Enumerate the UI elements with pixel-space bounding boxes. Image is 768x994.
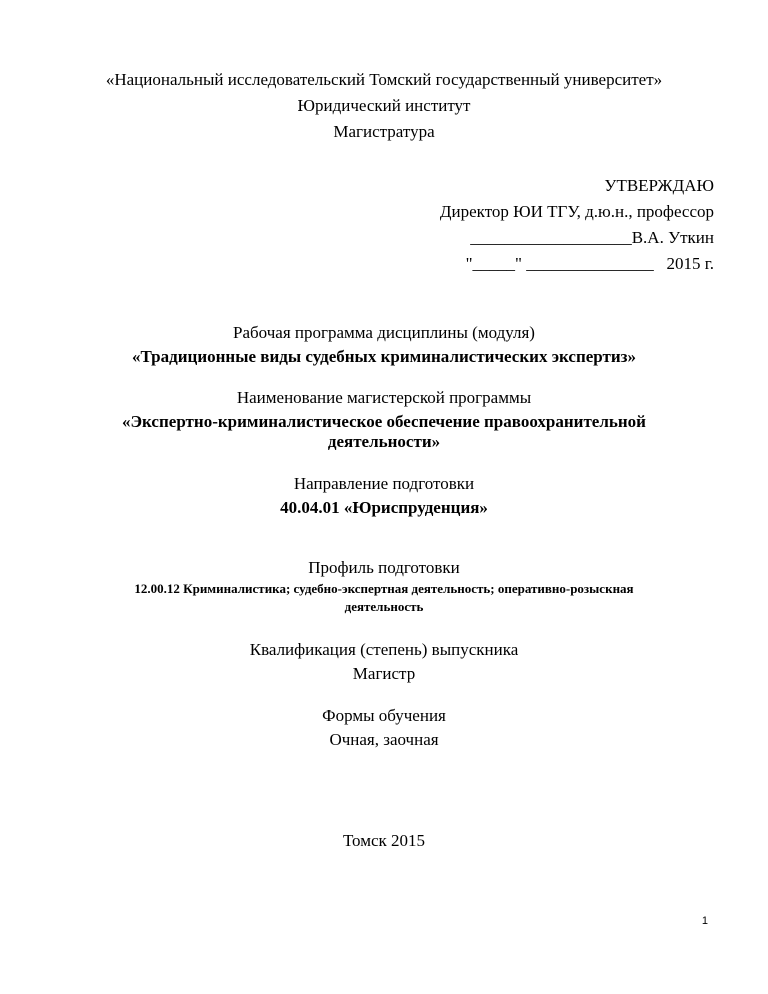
master-program-title-line1: «Экспертно-криминалистическое обеспечение правоохранительной <box>122 412 646 431</box>
university-name: «Национальный исследовательский Томский государственный университет» <box>105 70 663 89</box>
city-year: Томск 2015 <box>342 831 426 850</box>
direction-label: Направление подготовки <box>293 474 475 493</box>
program-label: Рабочая программа дисциплины (модуля) <box>233 323 535 342</box>
study-level: Магистратура <box>333 122 435 141</box>
qualification-value: Магистр <box>352 664 416 683</box>
qualification-label: Квалификация (степень) выпускника <box>249 640 519 659</box>
institute-name: Юридический институт <box>297 96 471 115</box>
master-program-title-line2: деятельности» <box>327 432 441 451</box>
page-number: 1 <box>701 915 708 927</box>
direction-value: 40.04.01 «Юриспруденция» <box>280 498 488 517</box>
study-forms-value: Очная, заочная <box>329 730 439 749</box>
profile-value-line2: деятельность <box>344 599 424 614</box>
study-forms-label: Формы обучения <box>322 706 446 725</box>
approval-signature-line: ___________________В.А. Уткин <box>470 228 714 247</box>
profile-value-line1: 12.00.12 Криминалистика; судебно-экспертная деятельность; оперативно-розыскная <box>134 581 634 596</box>
profile-label: Профиль подготовки <box>308 558 460 577</box>
approval-date-line: "_____" _______________ 2015 г. <box>465 254 714 273</box>
approval-position: Директор ЮИ ТГУ, д.ю.н., профессор <box>439 202 714 221</box>
approval-title: УТВЕРЖДАЮ <box>604 176 714 195</box>
program-title: «Традиционные виды судебных криминалистических экспертиз» <box>131 347 637 366</box>
master-program-label: Наименование магистерской программы <box>236 388 532 407</box>
